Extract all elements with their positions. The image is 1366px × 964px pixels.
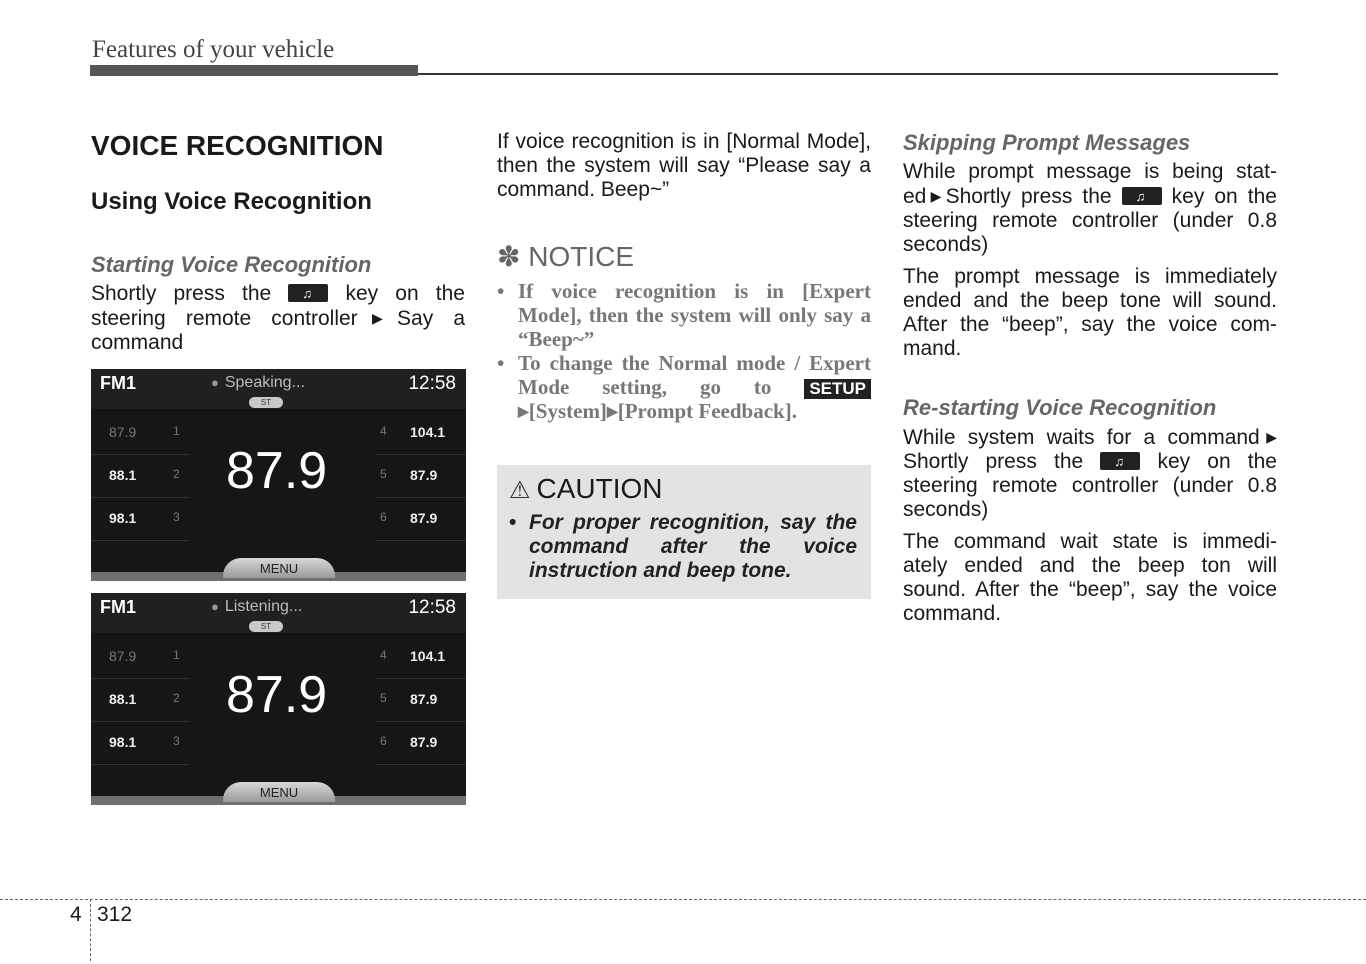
preset-freq: 88.1: [109, 467, 137, 483]
status-text: Speaking...: [224, 374, 305, 391]
stereo-badge: ST: [249, 397, 283, 408]
arrow-right-icon: ▶: [606, 405, 618, 420]
text-part: Shortly press the: [903, 450, 1084, 473]
skipping-result: The prompt message is immediately ended and the beep tone will sound. After the “beep”, say the voice com-mand.: [903, 265, 1277, 360]
arrow-right-icon: ▶: [357, 310, 398, 326]
band-label: FM1: [100, 373, 136, 393]
text-part: key on the steering remote controller (under 0.8 seconds): [903, 185, 1277, 256]
microphone-icon: ●: [211, 599, 219, 614]
warning-icon: ⚠: [509, 477, 531, 504]
page-heading: VOICE RECOGNITION: [91, 130, 384, 161]
preset-number: 4: [380, 424, 387, 438]
starting-instructions: [91, 282, 465, 355]
footer-divider: [90, 899, 91, 961]
caution-title: [509, 473, 857, 505]
column-right: [903, 128, 1277, 626]
band-label: FM1: [100, 597, 136, 617]
restarting-result: The command wait state is immedi-ately ended and the beep ton will sound. After the “beep”, say the voice command.: [903, 530, 1277, 625]
header-title: Features of your vehicle: [92, 36, 335, 63]
notice-title: ✽ NOTICE: [497, 241, 635, 272]
caution-box: [497, 465, 871, 599]
preset-list-right: [376, 412, 466, 541]
section-title-restarting: Re-starting Voice Recognition: [903, 395, 1217, 420]
menu-tab: MENU: [223, 782, 335, 802]
arrow-right-icon: ▶: [518, 405, 529, 420]
preset-freq: 104.1: [410, 648, 446, 664]
preset-list-left: [91, 636, 189, 765]
talk-key-icon: [288, 284, 328, 302]
setup-key: SETUP: [804, 379, 871, 399]
page-number: 312: [97, 903, 133, 926]
preset-freq: 98.1: [109, 510, 137, 526]
header-bar: [90, 65, 418, 76]
caution-text: • For proper recognition, say the command after the voice instruction and beep tone.: [509, 511, 857, 583]
talk-key-icon: [1100, 452, 1140, 470]
status-indicator: [211, 374, 305, 392]
preset-number: 3: [173, 510, 180, 524]
text-part: key on the steering remote controller: [91, 282, 465, 330]
preset-freq: 98.1: [109, 734, 137, 750]
text-part: While system waits for a command: [903, 426, 1260, 449]
voice-icon: ●: [211, 375, 219, 390]
status-text: Listening...: [224, 598, 303, 615]
text-part: [Prompt Feedback].: [617, 399, 797, 423]
preset-freq: 87.9: [410, 691, 438, 707]
talk-key-icon: [1122, 187, 1162, 205]
text-part: While prompt message is being stat-ed: [903, 160, 1277, 208]
preset-number: 2: [173, 467, 180, 481]
preset-item: [91, 412, 189, 455]
preset-freq: 88.1: [109, 691, 137, 707]
arrow-right-icon: ▶: [926, 188, 946, 204]
section-title-starting: Starting Voice Recognition: [91, 252, 372, 277]
notice-item: • If voice recognition is in [Expert Mode], then the system will only say a “Beep~”: [497, 279, 871, 351]
radio-screen-listening: [91, 593, 466, 805]
section-number: 4: [70, 903, 82, 926]
preset-item: [376, 722, 466, 765]
preset-number: 4: [380, 648, 387, 662]
normal-mode-intro: If voice recognition is in [Normal Mode], then the system will say “Please say a command. Beep~”: [497, 130, 871, 201]
footer-rule: [0, 899, 1366, 900]
preset-number: 1: [173, 424, 180, 438]
preset-number: 1: [173, 648, 180, 662]
preset-item: [376, 412, 466, 455]
text-part: Shortly press the: [91, 282, 272, 305]
column-middle: [497, 128, 871, 599]
preset-item: [376, 636, 466, 679]
current-frequency: 87.9: [226, 666, 328, 724]
status-indicator: [211, 598, 302, 616]
preset-freq: 87.9: [410, 510, 438, 526]
preset-item: [91, 455, 189, 498]
text-part: [System]: [528, 399, 607, 423]
arrow-right-icon: ▶: [1259, 429, 1277, 445]
preset-freq: 87.9: [109, 424, 137, 440]
column-left: [91, 128, 465, 805]
text-part: Say a command: [91, 307, 465, 354]
preset-item: [376, 455, 466, 498]
preset-freq: 87.9: [109, 648, 137, 664]
preset-number: 6: [380, 510, 387, 524]
preset-item: [91, 722, 189, 765]
preset-freq: 104.1: [410, 424, 446, 440]
text-part: key on the steering remote controller (under 0.8 seconds): [903, 450, 1277, 521]
current-frequency: 87.9: [226, 442, 328, 500]
preset-item: [91, 636, 189, 679]
preset-number: 2: [173, 691, 180, 705]
preset-freq: 87.9: [410, 467, 438, 483]
skipping-instructions: [903, 160, 1277, 257]
notice-list: [497, 279, 871, 425]
preset-list-right: [376, 636, 466, 765]
preset-item: [376, 498, 466, 541]
preset-number: 5: [380, 467, 387, 481]
notice-item: [497, 351, 871, 425]
subheading: Using Voice Recognition: [91, 188, 372, 215]
clock: 12:58: [408, 597, 456, 618]
preset-list-left: [91, 412, 189, 541]
preset-freq: 87.9: [410, 734, 438, 750]
section-title-skipping: Skipping Prompt Messages: [903, 130, 1191, 155]
text-part: Shortly press the: [945, 185, 1112, 208]
text-part: To change the Normal mode / Expert Mode setting, go to: [518, 351, 871, 399]
restarting-instructions: [903, 425, 1277, 522]
header-rule: [418, 73, 1278, 75]
radio-screen-speaking: [91, 369, 466, 581]
preset-item: [91, 498, 189, 541]
preset-item: [91, 679, 189, 722]
caution-label: CAUTION: [536, 473, 663, 504]
preset-number: 5: [380, 691, 387, 705]
stereo-badge: ST: [249, 621, 283, 632]
preset-number: 6: [380, 734, 387, 748]
clock: 12:58: [408, 373, 456, 394]
menu-tab: MENU: [223, 558, 335, 578]
preset-number: 3: [173, 734, 180, 748]
preset-item: [376, 679, 466, 722]
